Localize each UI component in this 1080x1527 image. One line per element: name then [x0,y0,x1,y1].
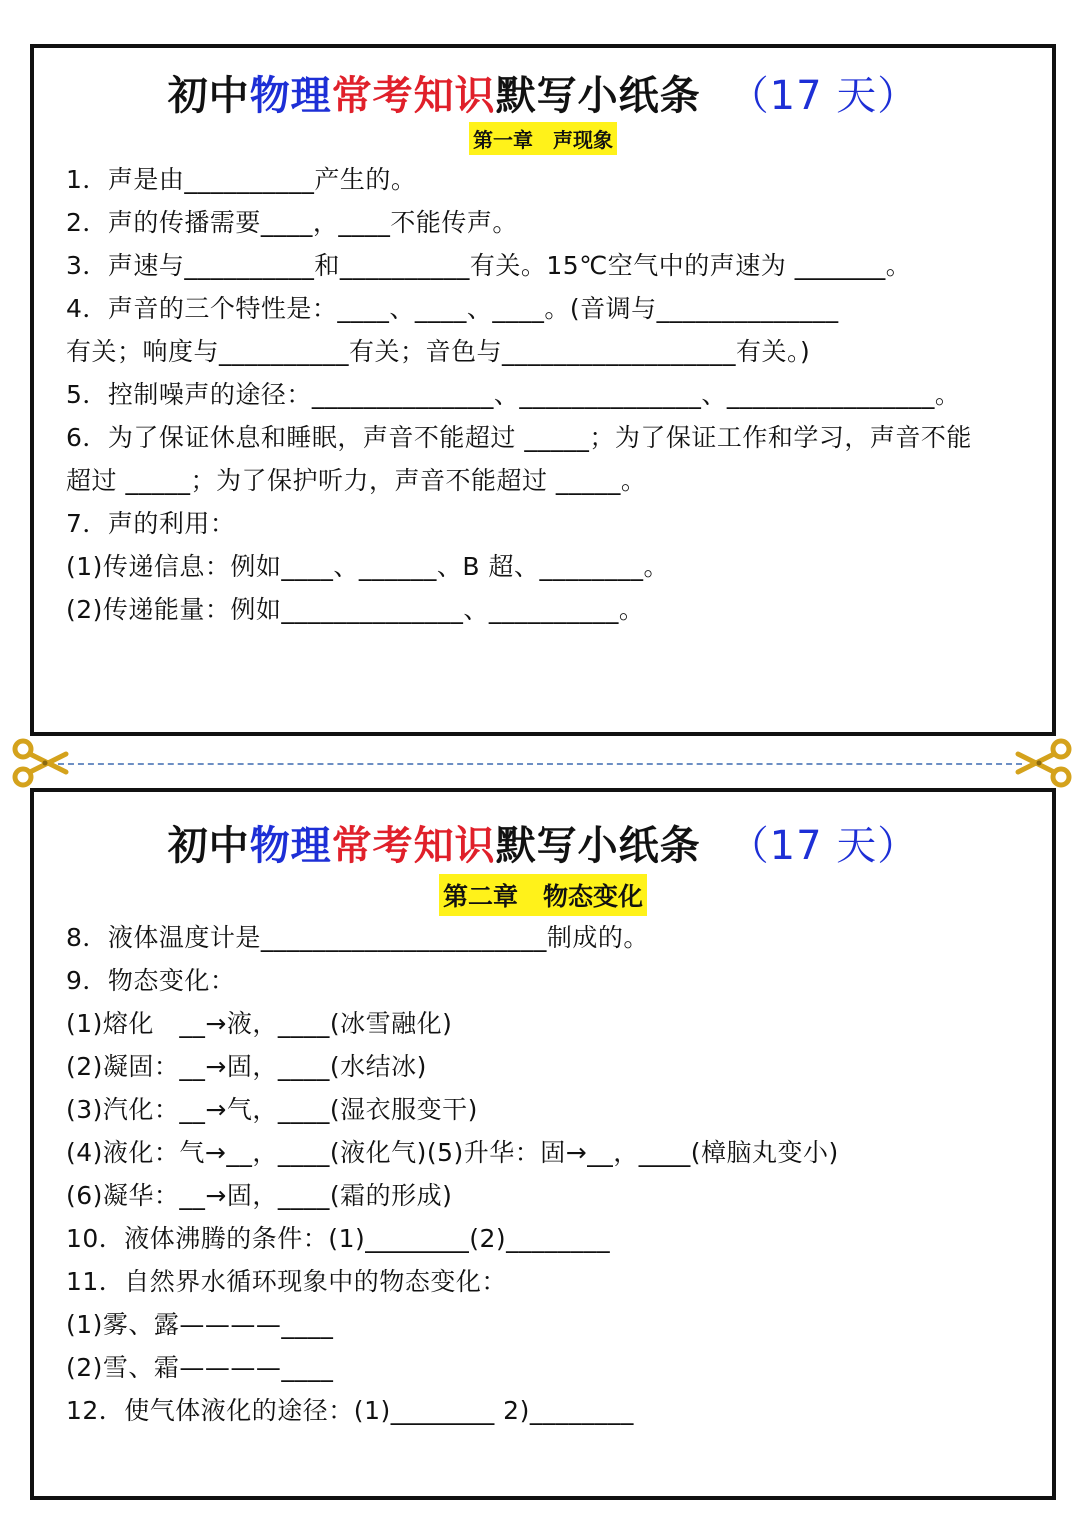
title-part-knowledge: 常考知识 [331,823,496,869]
chapter-label: 第一章 声现象 [469,122,617,155]
title-part-notes: 默写小纸条 [495,73,701,119]
question-line: (2)凝固：__→固，____(水结冰) [66,1052,427,1081]
chapter-heading [34,122,1052,155]
chapter-label: 第二章 物态变化 [439,874,647,916]
title-days: （17 天） [728,823,919,869]
title-part-notes: 默写小纸条 [495,823,701,869]
title-part-physics: 物理 [249,823,332,869]
question-line: 4．声音的三个特性是：____、____、____。(音调与______________ [66,294,839,323]
question-line: (1)熔化 __→液，____(冰雪融化) [66,1009,453,1038]
title-part-physics: 物理 [249,73,332,119]
scissors-icon [12,738,70,788]
question-line: 9．物态变化： [66,966,236,995]
question-line: (6)凝华：__→固，____(霜的形成) [66,1181,453,1210]
question-line: 8．液体温度计是______________________制成的。 [66,923,649,952]
question-line: (2)雪、霜————____ [66,1353,334,1382]
question-line: 6．为了保证休息和睡眠，声音不能超过 _____；为了保证工作和学习，声音不能 [66,423,972,452]
question-line: (1)传递信息：例如____、______、B 超、________。 [66,552,670,581]
question-line: (3)汽化：__→气，____(湿衣服变干) [66,1095,478,1124]
question-list [66,158,1032,631]
note-card-chapter-2 [30,788,1056,1500]
question-line: (4)液化：气→__，____(液化气)(5)升华：固→__，____(樟脑丸变小) [66,1138,839,1167]
question-line: 5．控制噪声的途径：______________、______________、________________。 [66,380,961,409]
question-line: 1．声是由__________产生的。 [66,165,417,194]
question-line: (1)雾、露————____ [66,1310,334,1339]
chapter-heading [34,874,1052,916]
title-part-junior: 初中 [167,823,250,869]
question-line: 3．声速与__________和__________有关。15℃空气中的声速为 _______。 [66,251,912,280]
question-line: 11．自然界水循环现象中的物态变化： [66,1267,507,1296]
title-days: （17 天） [728,73,919,119]
note-card-chapter-1 [30,44,1056,736]
title-part-junior: 初中 [167,73,250,119]
question-line: 10．液体沸腾的条件：(1)________(2)________ [66,1224,611,1253]
question-line: (2)传递能量：例如______________、__________。 [66,595,645,624]
card-title [34,814,1052,871]
card-title [34,64,1052,121]
question-line: 有关；响度与__________有关；音色与__________________有关。) [66,337,811,366]
question-line: 2．声的传播需要____，____不能传声。 [66,208,518,237]
scissors-icon [1014,738,1072,788]
question-list [66,916,1032,1432]
question-line: 超过 _____；为了保护听力，声音不能超过 _____。 [66,466,647,495]
question-line: 12．使气体液化的途径：(1)________ 2)________ [66,1396,634,1425]
question-line: 7．声的利用： [66,509,236,538]
title-part-knowledge: 常考知识 [331,73,496,119]
dashed-cut-line [58,763,1022,765]
